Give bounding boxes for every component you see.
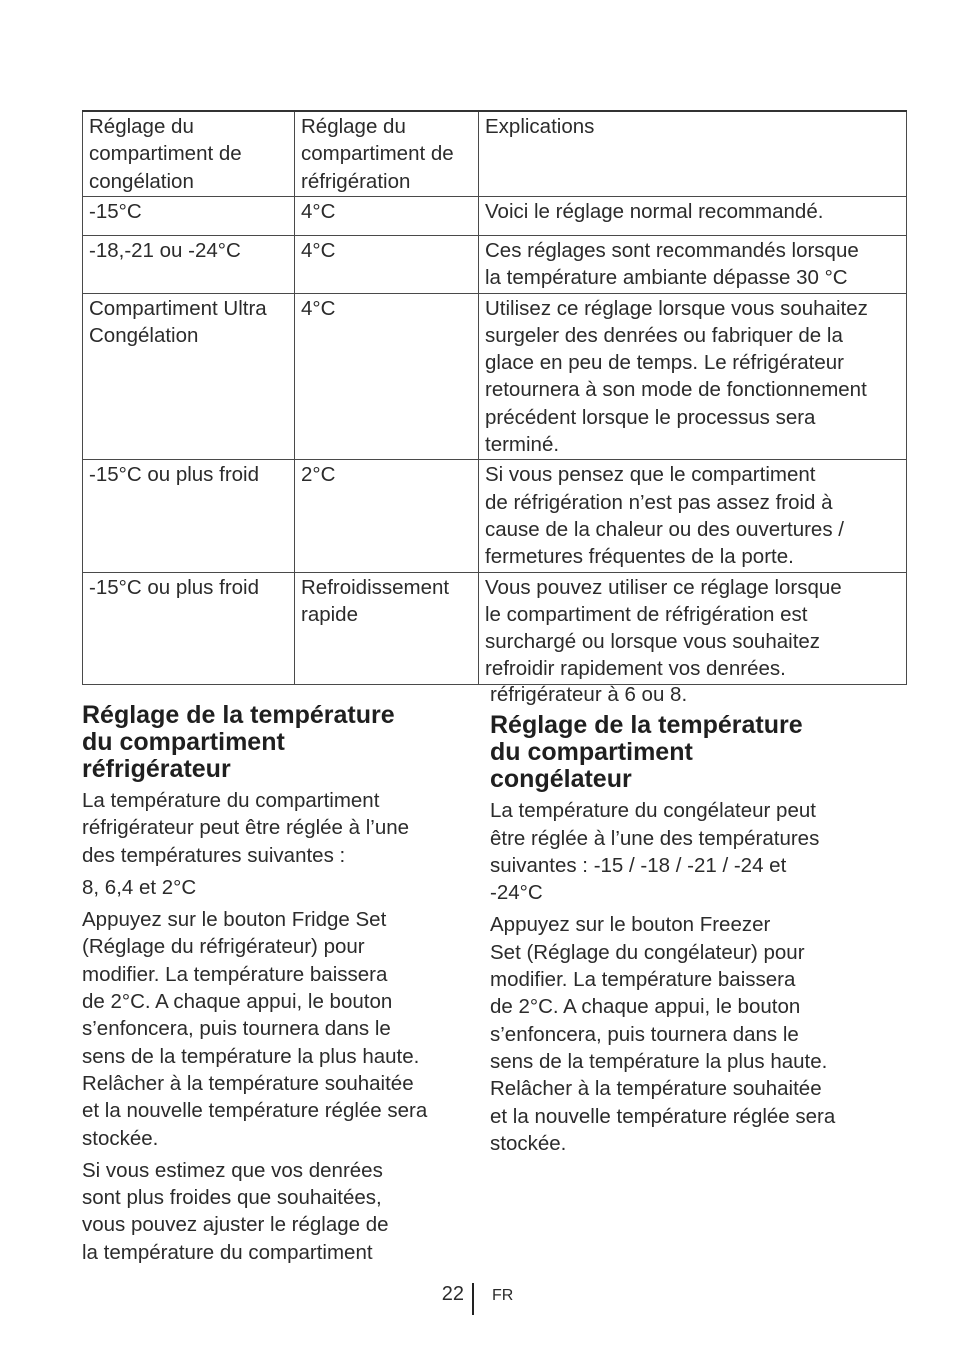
header-fridge-setting: Réglage du compartiment de réfrigération [295, 111, 479, 197]
fridge-temperature-values: 8, 6,4 et 2°C [82, 875, 197, 899]
freezer-cell: -18,-21 ou -24°C [83, 236, 295, 294]
fridge-button-instructions: Appuyez sur le bouton Fridge Set (Réglage du réfrigérateur) pour modifier. La température baissera de 2°C. A chaque appui, le bouton s’enfoncera, puis tournera dans le sens de la température la plus haute. Relâcher à la température souhaitée et la nouvelle température réglée sera stockée. [82, 908, 428, 1150]
header-explanations: Explications [479, 111, 907, 197]
page-number: 22 [441, 1283, 464, 1305]
table-row [83, 460, 907, 572]
footer-divider [472, 1283, 474, 1315]
table-row [83, 293, 907, 460]
freezer-cell: Compartiment Ultra Congélation [83, 293, 295, 460]
explanation-cell: Ces réglages sont recommandés lorsque la température ambiante dépasse 30 °C [479, 236, 907, 294]
page-footer [0, 1281, 954, 1315]
fridge-cell: 4°C [295, 293, 479, 460]
fridge-intro-paragraph: La température du compartiment réfrigérateur peut être réglée à l’une des températures suivantes : [82, 789, 410, 867]
table-row [83, 236, 907, 294]
freezer-section-heading: Réglage de la température du compartiment congélateur [490, 711, 803, 794]
explanation-cell: Si vous pensez que le compartiment de réfrigération n’est pas assez froid à cause de la chaleur ou des ouvertures / fermetures fréquentes de la porte. [479, 460, 907, 572]
explanation-cell: Utilisez ce réglage lorsque vous souhaitez surgeler des denrées ou fabriquer de la glace en peu de temps. Le réfrigérateur retournera à son mode de fonctionnement précédent lorsque le processus sera terminé. [479, 293, 907, 460]
fridge-section [82, 702, 462, 1271]
explanation-cell: Voici le réglage normal recommandé. [479, 197, 907, 236]
freezer-section [490, 681, 870, 1162]
fridge-cell: 2°C [295, 460, 479, 572]
fridge-cell: Refroidissement rapide [295, 572, 479, 684]
fridge-cell: 4°C [295, 197, 479, 236]
fridge-cell: 4°C [295, 236, 479, 294]
table-row [83, 197, 907, 236]
table-header-row [83, 111, 907, 197]
freezer-intro-paragraph: La température du congélateur peut être réglée à l’une des températures suivantes : -15 / -18 / -21 / -24 et -24°C [490, 799, 820, 905]
fridge-adjust-continuation: réfrigérateur à 6 ou 8. [490, 683, 688, 706]
table-row [83, 572, 907, 684]
settings-table [82, 110, 907, 685]
explanation-cell: Vous pouvez utiliser ce réglage lorsque le compartiment de réfrigération est surchargé ou lorsque vous souhaitez refroidir rapidement vos denrées. [479, 572, 907, 684]
fridge-adjust-paragraph: Si vous estimez que vos denrées sont plus froides que souhaitées, vous pouvez ajuster le réglage de la température du compartiment [82, 1158, 389, 1264]
header-freezer-setting: Réglage du compartiment de congélation [83, 111, 295, 197]
fridge-section-heading: Réglage de la température du compartiment réfrigérateur [82, 701, 395, 783]
freezer-button-instructions: Appuyez sur le bouton Freezer Set (Réglage du congélateur) pour modifier. La température baissera de 2°C. A chaque appui, le bouton s’enfoncera, puis tournera dans le sens de la température la plus haute. Relâcher à la température souhaitée et la nouvelle température réglée sera stockée. [490, 913, 836, 1155]
language-code: FR [492, 1287, 514, 1304]
freezer-cell: -15°C ou plus froid [83, 572, 295, 684]
freezer-cell: -15°C [83, 197, 295, 236]
freezer-cell: -15°C ou plus froid [83, 460, 295, 572]
